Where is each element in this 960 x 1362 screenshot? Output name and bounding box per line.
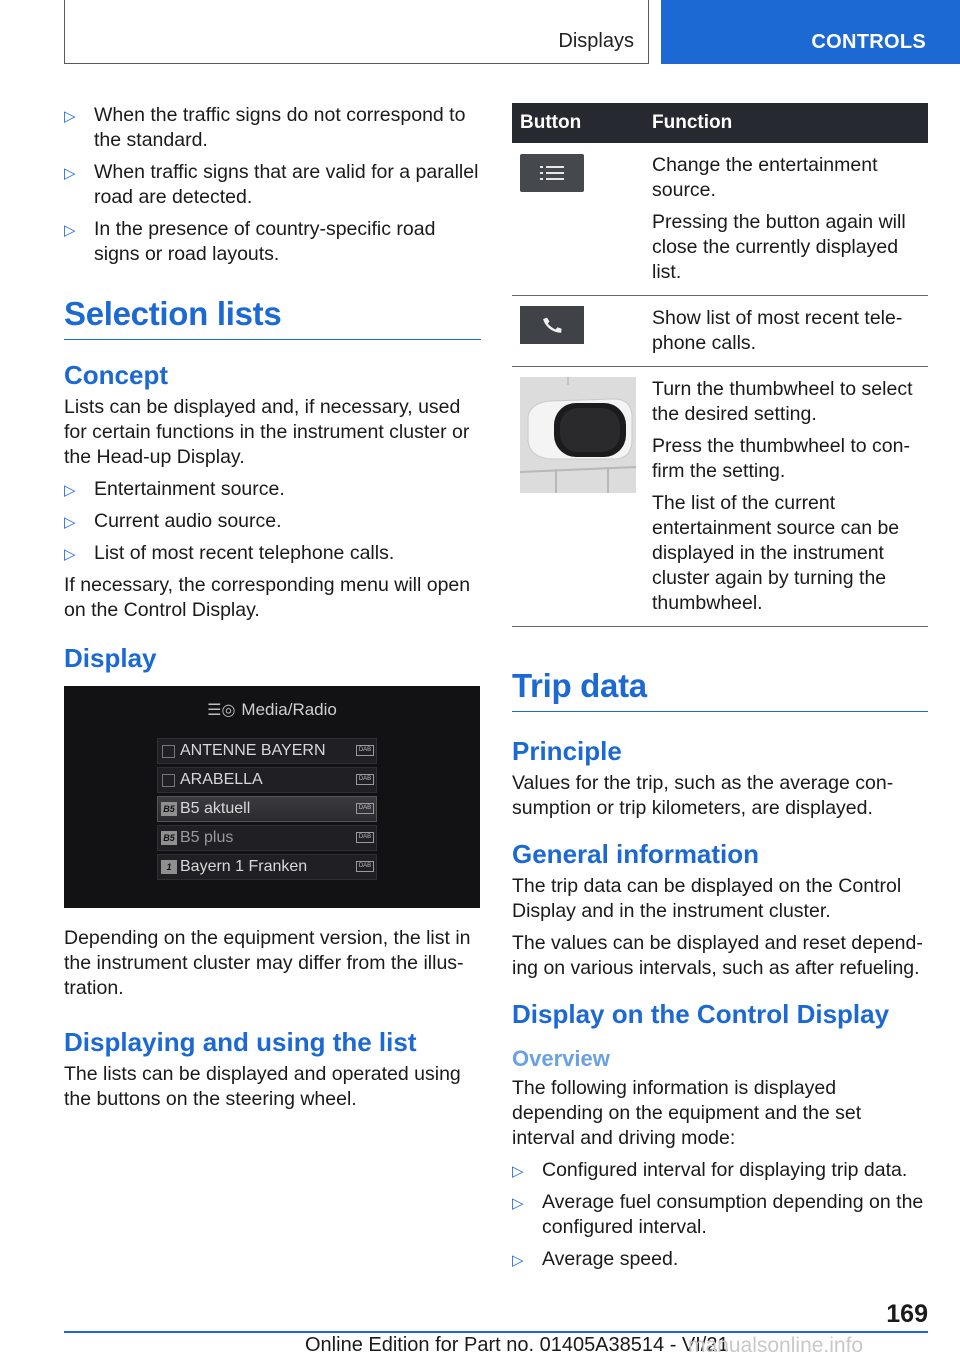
heading-display: Display (64, 643, 157, 673)
right-column (512, 103, 928, 1279)
heading-general-information: General information (512, 839, 760, 869)
phone-icon (520, 306, 584, 344)
heading-principle: Principle (512, 736, 622, 766)
footer-divider (64, 1331, 928, 1333)
heading-displaying-using: Displaying and using the list (64, 1027, 417, 1057)
station-logo-icon: B5 (161, 831, 177, 845)
button-function-table (512, 103, 928, 627)
media-radio-screenshot (64, 686, 480, 908)
triangle-bullet-icon: ▷ (64, 108, 76, 125)
chapter-tab-label: CONTROLS (811, 31, 926, 53)
dab-icon: DAB (356, 832, 374, 843)
general-text-2: The values can be displayed and reset depending on various intervals, such as after refueling. (512, 932, 923, 979)
table-cell-function: Change the entertainment source. Pressing the button again will close the currently displayed list. (644, 143, 928, 296)
dab-icon: DAB (356, 861, 374, 872)
using-text: The lists can be displayed and operated using the buttons on the steering wheel. (64, 1063, 461, 1110)
principle-text: Values for the trip, such as the average consumption or trip kilometers, are displayed. (512, 772, 894, 819)
triangle-bullet-icon: ▷ (64, 222, 76, 239)
list-icon (520, 154, 584, 192)
list-item: ▷ Average fuel consumption depending on the configured interval. (512, 1191, 924, 1238)
column-header-button: Button (512, 103, 644, 143)
table-cell-button (512, 296, 644, 367)
concept-after-text: If necessary, the corresponding menu will open on the Control Display. (64, 574, 471, 621)
header-box (64, 0, 649, 64)
list-item: ▷ When the traffic signs do not correspond to the standard. (64, 104, 466, 151)
station-logo-icon: B5 (161, 802, 177, 816)
heading-overview: Overview (512, 1046, 610, 1071)
section-title: Displays (558, 30, 634, 52)
general-text-1: The trip data can be displayed on the Control Display and in the instrument cluster. (512, 875, 902, 922)
table-cell-function: Show list of most recent telephone calls. (644, 296, 928, 367)
checkbox-icon (162, 745, 175, 758)
screen-list-item: 1 Bayern 1 Franken (157, 854, 377, 880)
column-header-function: Function (644, 103, 928, 143)
screen-list-item: ARABELLA (157, 767, 377, 793)
station-logo-icon: 1 (161, 860, 177, 874)
screen-list-item: B5 B5 aktuell (157, 796, 377, 822)
dab-icon: DAB (356, 774, 374, 785)
overview-text: The following information is displayed depending on the equipment and the set interval and driving mode: (512, 1077, 862, 1149)
list-item: ▷ Configured interval for displaying trip data. (512, 1158, 928, 1183)
screen-list-item: ANTENNE BAYERN (157, 738, 377, 764)
dab-icon: DAB (356, 803, 374, 814)
table-row (512, 143, 928, 296)
media-source-icon: ☰◎ (207, 702, 236, 719)
checkbox-icon (162, 774, 175, 787)
list-item: ▷ In the presence of country-specific road signs or road layouts. (64, 218, 436, 265)
thumbwheel-icon (520, 377, 636, 493)
list-item: ▷ Current audio source. (64, 509, 481, 534)
screen-list-item: B5 B5 plus (157, 825, 377, 851)
list-item: ▷ When traffic signs that are valid for a parallel road are detected. (64, 161, 479, 208)
table-cell-button (512, 143, 644, 296)
table-row (512, 296, 928, 367)
dab-icon: DAB (356, 745, 374, 756)
triangle-bullet-icon: ▷ (512, 1252, 524, 1269)
heading-display-control-display: Display on the Control Display (512, 999, 890, 1029)
table-row (512, 367, 928, 627)
chapter-tab (661, 0, 960, 64)
heading-trip-data: Trip data (512, 667, 928, 712)
display-note: Depending on the equipment version, the list in the instrument cluster may differ from the illustration. (64, 927, 471, 999)
heading-concept: Concept (64, 360, 168, 390)
watermark: manualsonline.info (688, 1334, 864, 1357)
page-number: 169 (886, 1300, 928, 1328)
table-header-row (512, 103, 928, 143)
list-item: ▷ List of most recent telephone calls. (64, 541, 481, 566)
triangle-bullet-icon: ▷ (64, 514, 76, 531)
table-cell-button (512, 367, 644, 627)
triangle-bullet-icon: ▷ (64, 482, 76, 499)
footer-edition: Online Edition for Part no. 01405A38514 - VI/21 (305, 1334, 729, 1356)
table-cell-function: Turn the thumbwheel to select the desired setting. Press the thumbwheel to confirm the setting. The list of the current entertainment source can be displayed in the instrument cluster again by turning the thumbwheel. (644, 367, 928, 627)
triangle-bullet-icon: ▷ (512, 1195, 524, 1212)
list-item: ▷ Entertainment source. (64, 477, 481, 502)
list-item: ▷ Average speed. (512, 1247, 928, 1272)
triangle-bullet-icon: ▷ (64, 165, 76, 182)
concept-text: Lists can be displayed and, if necessary, used for certain functions in the instrument cluster or the Head-up Display. (64, 396, 470, 468)
overview-bullet-list (512, 1158, 928, 1272)
screen-title: ☰◎ Media/Radio (207, 700, 337, 719)
left-column (64, 103, 481, 1119)
heading-selection-lists: Selection lists (64, 295, 481, 340)
concept-bullet-list (64, 477, 481, 566)
intro-bullet-list (64, 103, 481, 267)
triangle-bullet-icon: ▷ (512, 1163, 524, 1180)
triangle-bullet-icon: ▷ (64, 546, 76, 563)
